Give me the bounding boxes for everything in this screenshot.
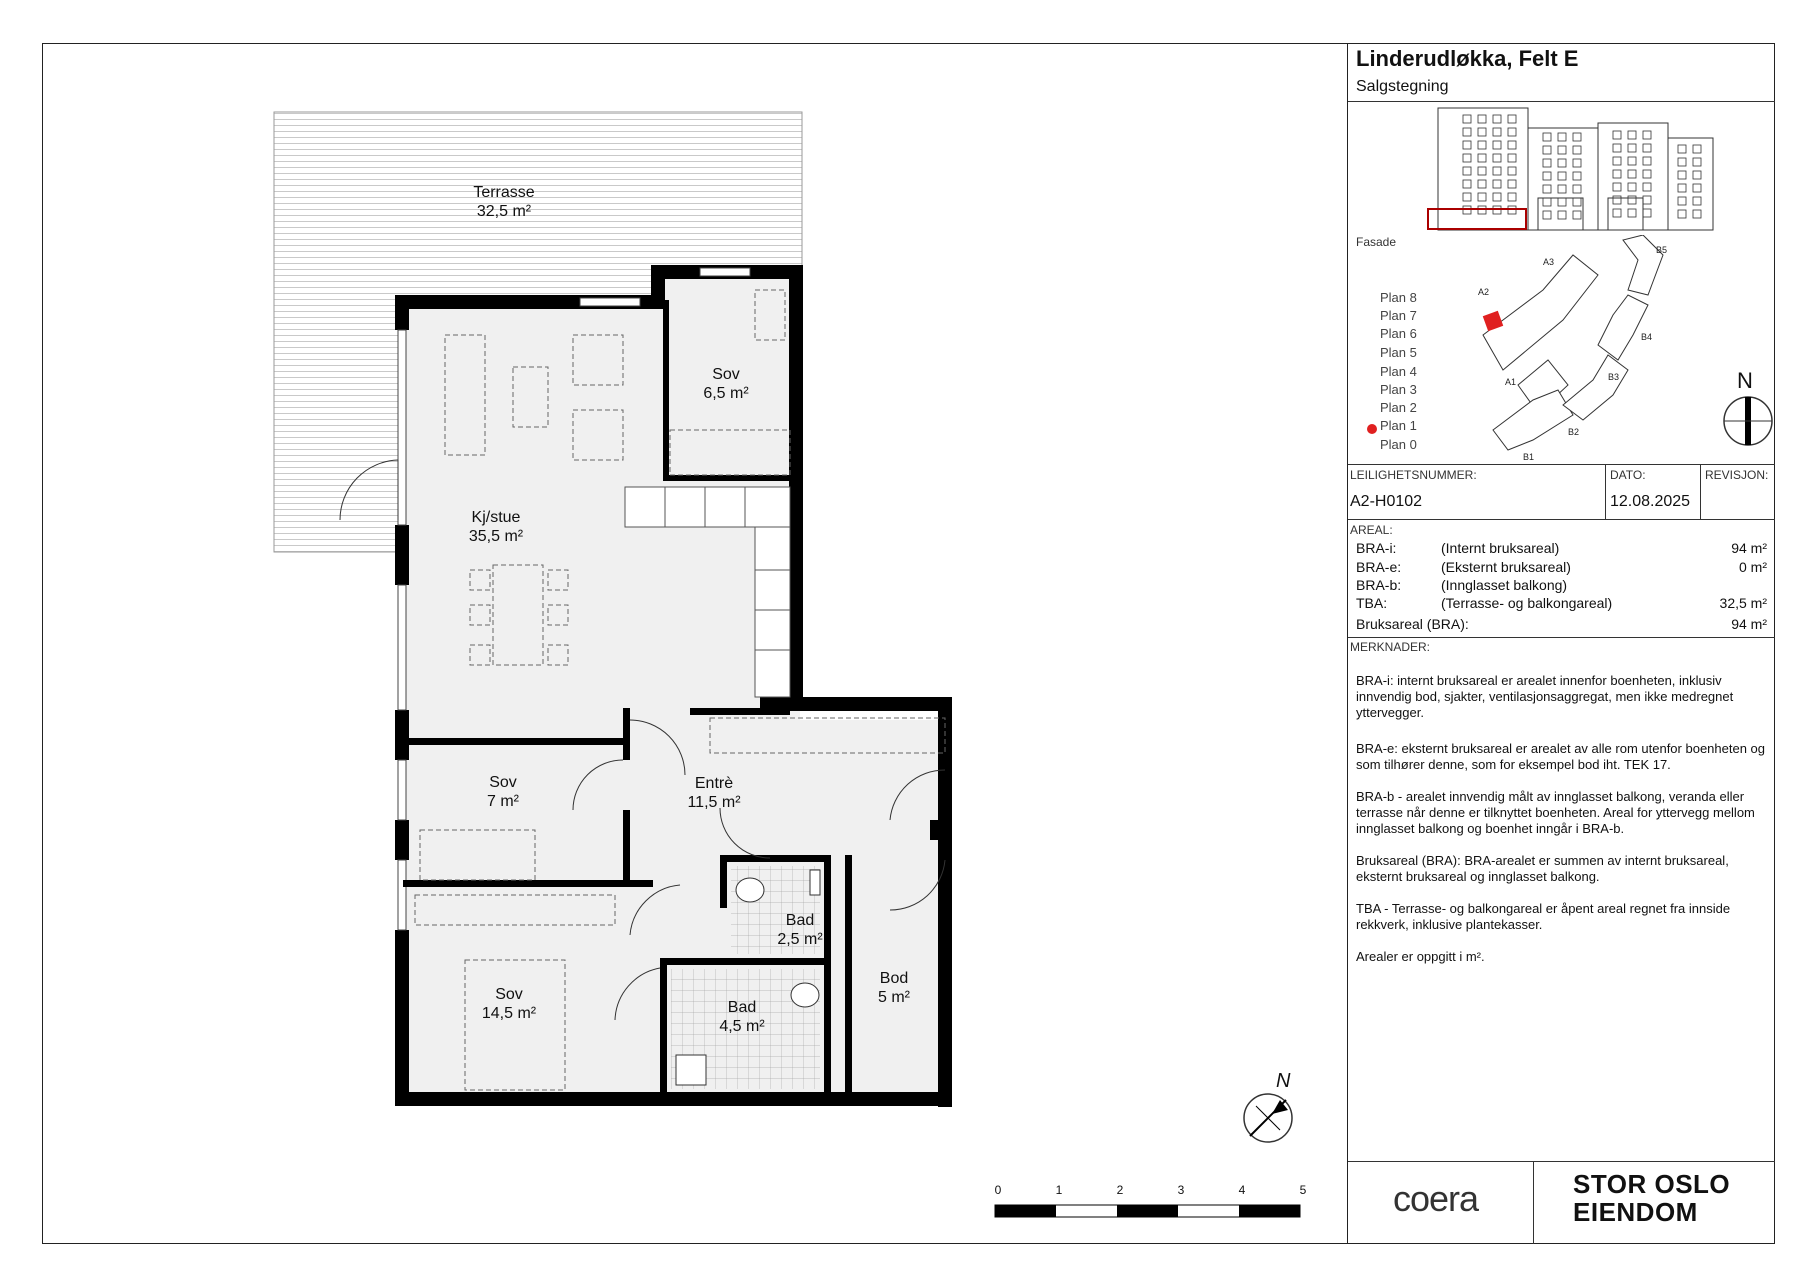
note-bra-e: BRA-e: eksternt bruksareal er arealet av alle rom utenfor boenheten og som tilhører denne, som for eksempel bod iht. TEK 17. bbox=[1356, 741, 1766, 772]
title-block bbox=[1347, 43, 1775, 1244]
room-terrasse: Terrasse 32,5 m² bbox=[473, 184, 535, 220]
areal-row-bra-i: BRA-i: (Internt bruksareal) 94 m² bbox=[1356, 540, 1767, 556]
compass-north-label: N bbox=[1276, 1070, 1291, 1092]
facade-window bbox=[1508, 180, 1516, 188]
plan-6[interactable]: Plan 6 bbox=[1380, 326, 1417, 341]
facade-window bbox=[1643, 157, 1651, 165]
facade-window bbox=[1643, 170, 1651, 178]
facade-window bbox=[1463, 154, 1471, 162]
scale-1: 1 bbox=[1055, 1183, 1063, 1197]
room-sov-1: Sov 6,5 m² bbox=[703, 366, 749, 402]
areal-row-tba: TBA: (Terrasse- og balkongareal) 32,5 m² bbox=[1356, 595, 1767, 611]
facade-window bbox=[1463, 115, 1471, 123]
scale-4: 4 bbox=[1238, 1183, 1246, 1197]
facade-window bbox=[1463, 128, 1471, 136]
facade-window bbox=[1478, 115, 1486, 123]
facade-window bbox=[1628, 157, 1636, 165]
facade-window bbox=[1508, 115, 1516, 123]
facade-window bbox=[1573, 172, 1581, 180]
facade-window bbox=[1463, 141, 1471, 149]
facade-window bbox=[1558, 146, 1566, 154]
storoslo-logo: STOR OSLO EIENDOM bbox=[1573, 1169, 1731, 1227]
date-label: DATO: bbox=[1610, 468, 1646, 482]
facade-window bbox=[1508, 141, 1516, 149]
scale-3: 3 bbox=[1177, 1183, 1185, 1197]
facade-window bbox=[1678, 197, 1686, 205]
site-label-a1: A1 bbox=[1505, 377, 1517, 387]
areal-row-total: Bruksareal (BRA): 94 m² bbox=[1356, 616, 1767, 632]
facade-label: Fasade bbox=[1356, 235, 1397, 249]
facade-window bbox=[1478, 154, 1486, 162]
areal-label: AREAL: bbox=[1350, 523, 1393, 537]
facade-window bbox=[1628, 131, 1636, 139]
note-units: Arealer er oppgitt i m². bbox=[1356, 949, 1485, 964]
facade-window bbox=[1643, 209, 1651, 217]
facade-window bbox=[1643, 144, 1651, 152]
plan-4[interactable]: Plan 4 bbox=[1380, 364, 1417, 379]
north-label: N bbox=[1737, 368, 1753, 393]
facade-window bbox=[1693, 197, 1701, 205]
facade-window bbox=[1573, 146, 1581, 154]
site-label-a3: A3 bbox=[1543, 257, 1555, 267]
facade-window bbox=[1678, 210, 1686, 218]
site-label-b4: B4 bbox=[1641, 332, 1653, 342]
facade-window bbox=[1493, 154, 1501, 162]
facade-window bbox=[1463, 193, 1471, 201]
facade-window bbox=[1493, 115, 1501, 123]
facade-window bbox=[1613, 183, 1621, 191]
facade-window bbox=[1478, 193, 1486, 201]
plan-8[interactable]: Plan 8 bbox=[1380, 290, 1417, 305]
facade-window bbox=[1678, 184, 1686, 192]
facade-window bbox=[1493, 193, 1501, 201]
facade-window bbox=[1508, 193, 1516, 201]
plan-5[interactable]: Plan 5 bbox=[1380, 345, 1417, 360]
facade-window bbox=[1493, 141, 1501, 149]
facade-window bbox=[1558, 172, 1566, 180]
site-label-b3: B3 bbox=[1608, 372, 1620, 382]
facade-window bbox=[1678, 171, 1686, 179]
facade-window bbox=[1478, 128, 1486, 136]
facade-window bbox=[1508, 128, 1516, 136]
room-bod: Bod 5 m² bbox=[878, 970, 910, 1006]
note-bra: Bruksareal (BRA): BRA-arealet er summen av internt bruksareal, eksternt bruksareal og innglasset balkong. bbox=[1356, 853, 1729, 884]
facade-window bbox=[1558, 185, 1566, 193]
facade-window bbox=[1573, 159, 1581, 167]
areal-row-bra-b: BRA-b: (Innglasset balkong) bbox=[1356, 577, 1568, 593]
facade-window bbox=[1693, 210, 1701, 218]
note-bra-b: BRA-b - arealet innvendig målt av innglasset balkong, veranda eller terrasse når denne er tilknyttet boenheten. Areal for yttervegg mellom innglasset balkong og boenhet inngår i BRA-b. bbox=[1356, 789, 1755, 836]
site-plan bbox=[1463, 235, 1763, 465]
note-bra-i: BRA-i: internt bruksareal er arealet innenfor boenheten, inklusiv innvendig bod, sjakter, ventilasjonsaggregat, men ikke medregnet yttervegger. bbox=[1356, 673, 1734, 720]
site-label-b5: B5 bbox=[1656, 245, 1668, 255]
facade-window bbox=[1613, 170, 1621, 178]
facade-window bbox=[1678, 145, 1686, 153]
facade-window bbox=[1508, 154, 1516, 162]
facade-window bbox=[1508, 167, 1516, 175]
date-value: 12.08.2025 bbox=[1610, 493, 1691, 510]
unit-number-value: A2-H0102 bbox=[1350, 493, 1423, 510]
room-sov-2: Sov 7 m² bbox=[487, 774, 519, 810]
north-arrow-icon bbox=[1720, 393, 1776, 449]
facade-window bbox=[1543, 133, 1551, 141]
merknader-label: MERKNADER: bbox=[1350, 640, 1431, 654]
project-subtitle: Salgstegning bbox=[1356, 78, 1449, 95]
active-plan-dot-icon bbox=[1367, 424, 1377, 434]
plan-7[interactable]: Plan 7 bbox=[1380, 308, 1417, 323]
note-tba: TBA - Terrasse- og balkongareal er åpent areal regnet fra innside rekkverk, inklusive plantekasser. bbox=[1356, 901, 1731, 932]
facade-window bbox=[1693, 158, 1701, 166]
facade-window bbox=[1478, 180, 1486, 188]
plan-1[interactable]: Plan 1 bbox=[1380, 418, 1417, 433]
facade-window bbox=[1543, 172, 1551, 180]
facade-window bbox=[1478, 167, 1486, 175]
scale-5: 5 bbox=[1299, 1183, 1307, 1197]
facade-window bbox=[1493, 167, 1501, 175]
facade-window bbox=[1628, 183, 1636, 191]
facade-window bbox=[1628, 170, 1636, 178]
facade-window bbox=[1463, 180, 1471, 188]
room-bad-2: Bad 4,5 m² bbox=[719, 999, 765, 1035]
facade-window bbox=[1613, 131, 1621, 139]
areal-row-bra-e: BRA-e: (Eksternt bruksareal) 0 m² bbox=[1356, 559, 1767, 575]
facade-window bbox=[1493, 180, 1501, 188]
room-entre: Entrè 11,5 m² bbox=[687, 775, 741, 811]
site-label-a2: A2 bbox=[1478, 287, 1490, 297]
site-label-b2: B2 bbox=[1568, 427, 1580, 437]
room-kjokken-stue: Kj/stue 35,5 m² bbox=[468, 509, 524, 545]
site-label-b1: B1 bbox=[1523, 452, 1535, 462]
facade-window bbox=[1628, 144, 1636, 152]
facade-window bbox=[1558, 159, 1566, 167]
plan-0[interactable]: Plan 0 bbox=[1380, 437, 1417, 452]
facade-window bbox=[1558, 133, 1566, 141]
plan-2[interactable]: Plan 2 bbox=[1380, 400, 1417, 415]
facade-window bbox=[1463, 167, 1471, 175]
facade-window bbox=[1573, 185, 1581, 193]
room-sov-3: Sov 14,5 m² bbox=[481, 986, 537, 1022]
facade-window bbox=[1693, 145, 1701, 153]
plan-3[interactable]: Plan 3 bbox=[1380, 382, 1417, 397]
facade-window bbox=[1478, 141, 1486, 149]
facade-window bbox=[1493, 128, 1501, 136]
facade-window bbox=[1693, 171, 1701, 179]
facade-window bbox=[1543, 146, 1551, 154]
facade-window bbox=[1643, 131, 1651, 139]
scale-0: 0 bbox=[994, 1183, 1002, 1197]
compass-icon bbox=[1244, 1094, 1292, 1142]
facade-window bbox=[1573, 133, 1581, 141]
unit-number-label: LEILIGHETSNUMMER: bbox=[1350, 468, 1477, 482]
coera-logo: coera bbox=[1393, 1178, 1479, 1219]
room-bad-1: Bad 2,5 m² bbox=[777, 912, 823, 948]
facade-window bbox=[1643, 196, 1651, 204]
revision-label: REVISJON: bbox=[1705, 468, 1769, 482]
facade-window bbox=[1643, 183, 1651, 191]
scale-bar bbox=[995, 1205, 1300, 1217]
facade-window bbox=[1613, 144, 1621, 152]
facade-window bbox=[1678, 158, 1686, 166]
facade-window bbox=[1543, 185, 1551, 193]
facade-window bbox=[1543, 159, 1551, 167]
project-title: Linderudløkka, Felt E bbox=[1356, 46, 1579, 71]
facade-drawing bbox=[1418, 103, 1758, 233]
facade-window bbox=[1613, 157, 1621, 165]
facade-window bbox=[1693, 184, 1701, 192]
scale-2: 2 bbox=[1116, 1183, 1124, 1197]
